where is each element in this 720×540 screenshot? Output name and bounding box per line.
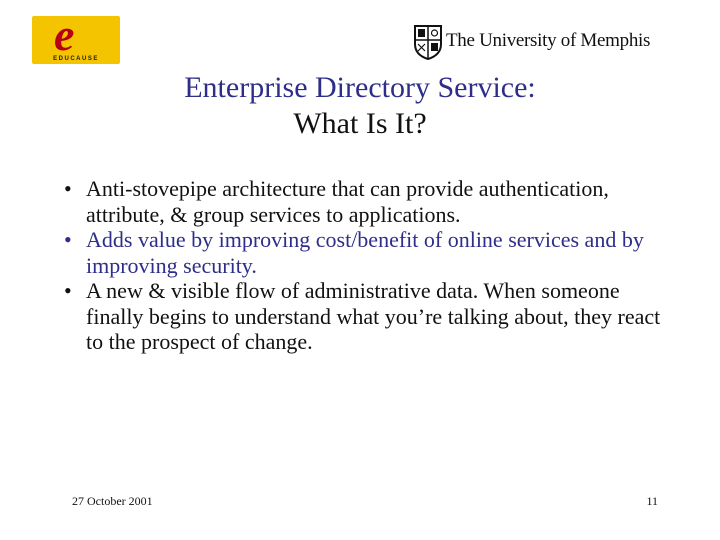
slide-title <box>0 70 720 142</box>
bullet-item <box>64 227 666 278</box>
educause-wordmark: EDUCAUSE <box>53 56 99 62</box>
footer-date: 27 October 2001 <box>72 494 153 508</box>
bullet-text: Anti-stovepipe architecture that can provide authentication, attribute, & group services to applications. <box>86 176 609 227</box>
university-seal-icon <box>413 24 443 60</box>
university-name: The University of Memphis <box>446 30 651 51</box>
bullet-text: Adds value by improving cost/benefit of online services and by improving security. <box>86 227 644 278</box>
educause-logo <box>32 9 120 64</box>
title-line-1: Enterprise Directory Service: <box>184 71 536 104</box>
bullet-item <box>64 176 666 227</box>
educause-e-mark: e <box>54 9 75 60</box>
title-line-2: What Is It? <box>293 107 427 140</box>
bullet-marker: • <box>64 227 72 252</box>
bullet-item <box>64 278 666 355</box>
bullet-text: A new & visible flow of administrative data. When someone finally begins to understand what you’re talking about, they react to the prospect of change. <box>86 278 661 354</box>
page-number: 11 <box>646 494 658 508</box>
bullet-marker: • <box>64 176 72 201</box>
bullet-marker: • <box>64 278 72 303</box>
bullet-list <box>64 176 666 355</box>
